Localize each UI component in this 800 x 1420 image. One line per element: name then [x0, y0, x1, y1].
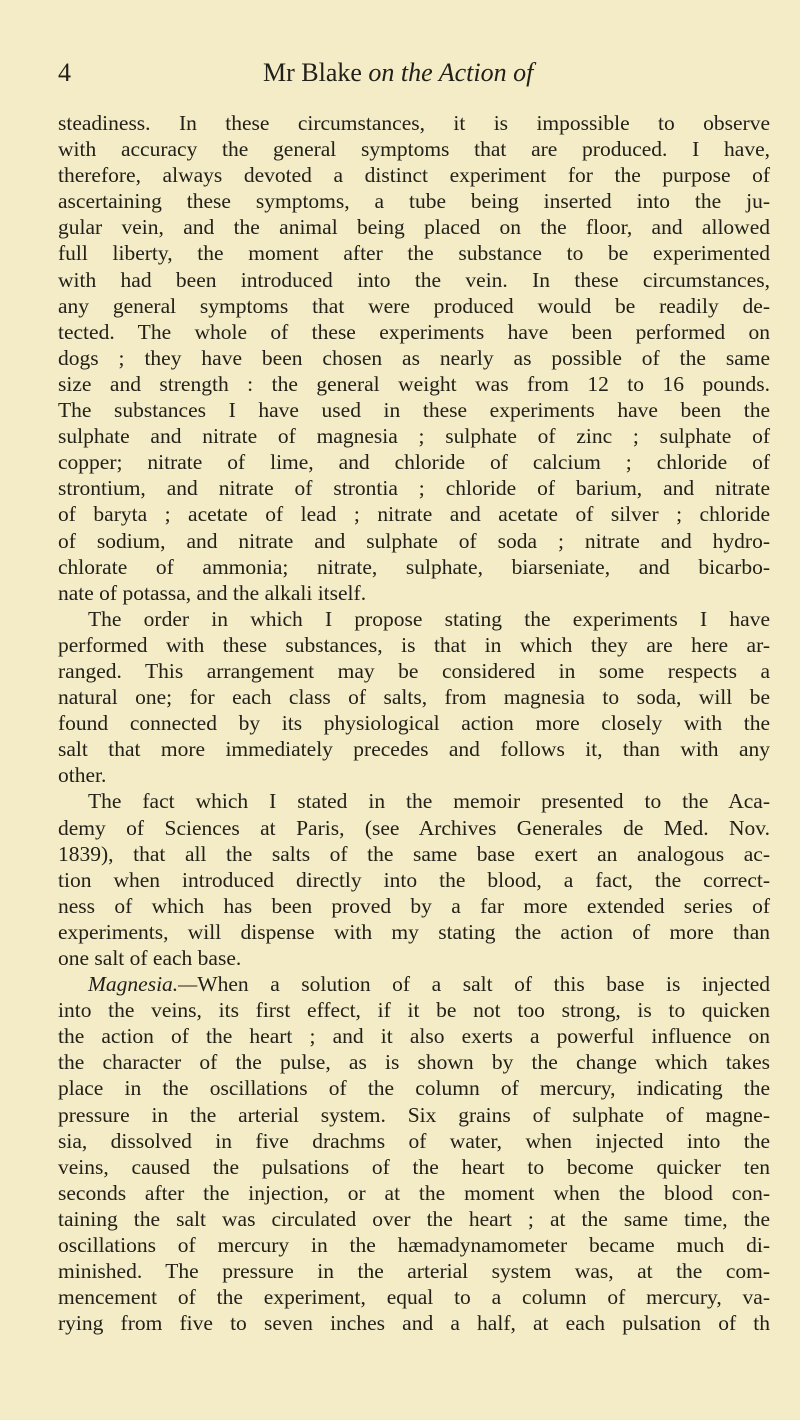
text-line: the action of the heart ; and it also exerts a powerful influence on — [58, 1024, 770, 1049]
text-line: size and strength : the general weight was from 12 to 16 pounds. — [58, 371, 770, 396]
text-line: tected. The whole of these experiments have been performed on — [58, 319, 770, 344]
page-number: 4 — [58, 58, 71, 87]
text-line: tion when introduced directly into the blood, a fact, the correct- — [58, 867, 770, 892]
text-line: The fact which I stated in the memoir presented to the Aca- — [88, 789, 770, 814]
text-line: copper; nitrate of lime, and chloride of calcium ; chloride of — [58, 450, 770, 475]
text-line: strontium, and nitrate of strontia ; chloride of barium, and nitrate — [58, 476, 770, 501]
text-line: 1839), that all the salts of the same base exert an analogous ac- — [58, 841, 770, 866]
text-line: place in the oscillations of the column of mercury, indicating the — [58, 1076, 770, 1101]
text-line: with accuracy the general symptoms that are produced. I have, — [58, 137, 770, 162]
running-title — [263, 58, 533, 88]
text-line: found connected by its physiological action more closely with the — [58, 711, 770, 736]
text-line: performed with these substances, is that in which they are here ar- — [58, 632, 770, 657]
text-line: seconds after the injection, or at the moment when the blood con- — [58, 1180, 770, 1205]
running-title-author: Mr Blake — [263, 58, 362, 87]
text-line: of sodium, and nitrate and sulphate of soda ; nitrate and hydro- — [58, 528, 770, 553]
text-line: any general symptoms that were produced would be readily de- — [58, 293, 770, 318]
text-line: steadiness. In these circumstances, it is impossible to observe — [58, 111, 770, 135]
text-line: dogs ; they have been chosen as nearly as possible of the same — [58, 345, 770, 370]
text-line: demy of Sciences at Paris, (see Archives Generales de Med. Nov. — [58, 815, 770, 840]
text-line: taining the salt was circulated over the heart ; at the same time, the — [58, 1206, 770, 1231]
text-line: ascertaining these symptoms, a tube being inserted into the ju- — [58, 189, 770, 214]
text-line: of baryta ; acetate of lead ; nitrate and acetate of silver ; chloride — [58, 502, 770, 527]
section-line — [58, 971, 770, 997]
text-line: full liberty, the moment after the substance to be experimented — [58, 241, 770, 266]
section-heading: Magnesia.— — [88, 972, 198, 997]
text-line: ranged. This arrangement may be considered in some respects a — [58, 658, 770, 683]
body-text — [58, 110, 770, 1336]
text-line: mencement of the experiment, equal to a column of mercury, va- — [58, 1285, 770, 1310]
running-title-italic: on the Action of — [368, 58, 534, 87]
text-line: experiments, will dispense with my stating the action of more than — [58, 919, 770, 944]
text-line: veins, caused the pulsations of the heart to become quicker ten — [58, 1154, 770, 1179]
text-line: sia, dissolved in five drachms of water, when injected into the — [58, 1128, 770, 1153]
text-line: pressure in the arterial system. Six grains of sulphate of magne- — [58, 1102, 770, 1127]
text-line: other. — [58, 763, 107, 788]
text-line: sulphate and nitrate of magnesia ; sulphate of zinc ; sulphate of — [58, 424, 770, 449]
text-line: with had been introduced into the vein. In these circumstances, — [58, 267, 770, 292]
text-line: salt that more immediately precedes and follows it, than with any — [58, 737, 770, 762]
text-line: one salt of each base. — [58, 946, 242, 970]
text-line: rying from five to seven inches and a half, at each pulsation of th — [58, 1311, 770, 1336]
running-head — [58, 58, 770, 98]
text-line: minished. The pressure in the arterial system was, at the com- — [58, 1259, 770, 1284]
text-line: oscillations of mercury in the hæmadynamometer became much di- — [58, 1233, 770, 1258]
text-line: therefore, always devoted a distinct experiment for the purpose of — [58, 163, 770, 188]
text-line: into the veins, its first effect, if it be not too strong, is to quicken — [58, 998, 770, 1023]
text-line: ness of which has been proved by a far more extended series of — [58, 893, 770, 918]
text-line: The substances I have used in these experiments have been the — [58, 398, 770, 423]
text-line: chlorate of ammonia; nitrate, sulphate, biarseniate, and bicarbo- — [58, 554, 770, 579]
text-line: nate of potassa, and the alkali itself. — [58, 580, 367, 605]
text-line: The order in which I propose stating the experiments I have — [88, 606, 770, 631]
text-line: the character of the pulse, as is shown by the change which takes — [58, 1050, 770, 1075]
text-line: natural one; for each class of salts, from magnesia to soda, will be — [58, 685, 770, 710]
text-line: gular vein, and the animal being placed on the floor, and allowed — [58, 215, 770, 240]
text-span: When a solution of a salt of this base is injected — [197, 972, 770, 997]
